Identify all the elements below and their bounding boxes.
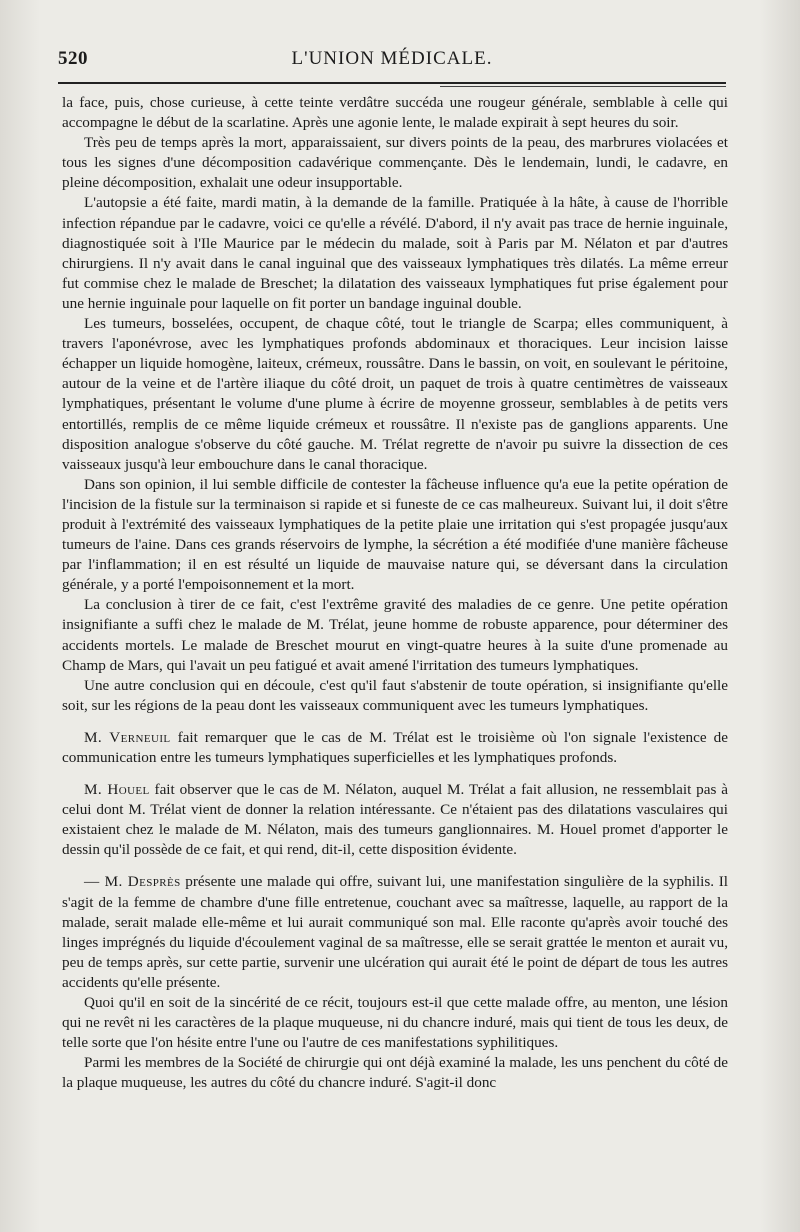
speaker-name: M. Verneuil xyxy=(84,728,171,746)
paragraph: Les tumeurs, bosselées, occupent, de chaque côté, tout le triangle de Scarpa; elles communiquent, à travers l'aponévrose, avec les lymphatiques profonds abdominaux et thoraciques. Leur incision laisse échapper un liquide homogène, laiteux, crémeux, roussâtre. Dans le bassin, on voit, en soulevant le péritoine, autour de la veine et de l'artère iliaque du côté droit, un paquet de trois à quatre centimètres de vaisseaux lymphatiques, présentant le volume d'une plume à écrire de moyenne grosseur, semblables à de petits vers entortillés, remplis de ce même liquide crémeux et roussâtre. Il n'existe pas de ganglions apparents. Une disposition analogue s'observe du côté gauche. M. Trélat regrette de n'avoir pu suivre la dissection de ces vaisseaux jusqu'à leur embouchure dans le canal thoracique. xyxy=(62,315,728,473)
paragraph: M. Verneuil fait remarquer que le cas de M. Trélat est le troisième où l'on signale l'existence de communication entre les tumeurs lymphatiques superficielles et les lymphatiques profonds. xyxy=(62,728,728,766)
page-number: 520 xyxy=(58,48,88,69)
paragraph: Une autre conclusion qui en découle, c'est qu'il faut s'abstenir de toute opération, si insignifiante qu'elle soit, sur les régions de la peau dont les vaisseaux communiquent avec les tumeurs lymphatiques. xyxy=(62,676,728,714)
header-rule-secondary xyxy=(440,86,726,87)
paragraph: La conclusion à tirer de ce fait, c'est l'extrême gravité des maladies de ce genre. Une petite opération insignifiante a suffi chez le malade de M. Trélat, jeune homme de robuste apparence, pour déterminer des accidents mortels. Le malade de Breschet mourut en vingt-quatre heures à la suite d'une promenade au Champ de Mars, qui l'avait un peu fatigué et avait amené l'irritation des tumeurs lymphatiques. xyxy=(62,596,728,674)
paragraph: Quoi qu'il en soit de la sincérité de ce récit, toujours est-il que cette malade offre, au menton, une lésion qui ne revêt ni les caractères de la plaque muqueuse, ni du chancre induré, mais qui tient de tous les deux, de telle sorte que l'on hésite entre l'une ou l'autre de ces manifestations syphilitiques. xyxy=(62,994,728,1052)
paragraph: Très peu de temps après la mort, apparaissaient, sur divers points de la peau, des marbrures violacées et tous les signes d'une décomposition cadavérique commençante. Dès le lendemain, lundi, le cadavre, en pleine décomposition, exhalait une odeur insupportable. xyxy=(62,134,728,192)
speaker-name: M. Houel xyxy=(84,781,150,799)
page-header xyxy=(58,48,726,78)
speaker-name: — M. Desprès xyxy=(84,873,181,891)
paragraph: — M. Desprès présente une malade qui offre, suivant lui, une manifestation singulière de la syphilis. Il s'agit de la femme de chambre d'une fille entretenue, couchant avec sa maîtresse, laquelle, au rapport de la malade, serait malade elle-même et lui aurait communiqué son mal. Elle raconte qu'après avoir touché des linges imprégnés du liquide d'écoulement vaginal de sa maîtresse, elle se serait grattée le menton et aurait vu, peu de temps après, sur cette partie, survenir une ulcération qui aurait été le point de départ de tous les autres accidents qu'elle présente. xyxy=(62,873,728,991)
paragraph: L'autopsie a été faite, mardi matin, à la demande de la famille. Pratiquée à la hâte, à cause de l'horrible infection répandue par le cadavre, voici ce qu'elle a révélé. D'abord, il n'y avait pas trace de hernie inguinale, diagnostiquée soit à l'Ile Maurice par le médecin du malade, soit à Paris par M. Nélaton et par d'autres chirurgiens. Il n'y avait dans le canal inguinal que des vaisseaux lymphatiques très dilatés. La même erreur fut commise chez le malade de Breschet; la dilatation des vaisseaux lymphatiques fut prise également pour une hernie inguinale pour laquelle on fit porter un bandage inguinal double. xyxy=(62,194,728,312)
paragraph: la face, puis, chose curieuse, à cette teinte verdâtre succéda une rougeur générale, semblable à celle qui accompagne le début de la scarlatine. Après une agonie lente, le malade expirait à sept heures du soir. xyxy=(62,94,728,132)
article-body xyxy=(62,93,728,1094)
header-rule xyxy=(58,82,726,84)
paragraph: M. Houel fait observer que le cas de M. Nélaton, auquel M. Trélat a fait allusion, ne ressemblait pas à celui dont M. Trélat vient de donner la relation intéressante. Ce n'étaient pas des dilatations vasculaires qui existaient chez le malade de M. Nélaton, mais des tumeurs ganglionnaires. M. Houel promet d'apporter le dessin qu'il possède de ce fait, et qui rend, dit-il, cette disposition évidente. xyxy=(62,781,728,859)
running-title: L'UNION MÉDICALE. xyxy=(291,48,493,69)
paragraph: Parmi les membres de la Société de chirurgie qui ont déjà examiné la malade, les uns penchent du côté de la plaque muqueuse, les autres du côté du chancre induré. S'agit-il donc xyxy=(62,1054,728,1092)
paragraph: Dans son opinion, il lui semble difficile de contester la fâcheuse influence qu'a eue la petite opération de l'incision de la fistule sur la terminaison si rapide et si funeste de ce cas malheureux. Suivant lui, il doit s'être produit à l'extrémité des vaisseaux lymphatiques de la petite plaie une irritation qui s'est propagée jusqu'aux tumeurs de l'aine. Dans ces grands réservoirs de lymphe, la sécrétion a été modifiée d'une manière fâcheuse par l'inflammation; il en est résulté un liquide de mauvaise nature qui, se déversant dans la circulation générale, y a porté l'empoisonnement et la mort. xyxy=(62,475,728,594)
